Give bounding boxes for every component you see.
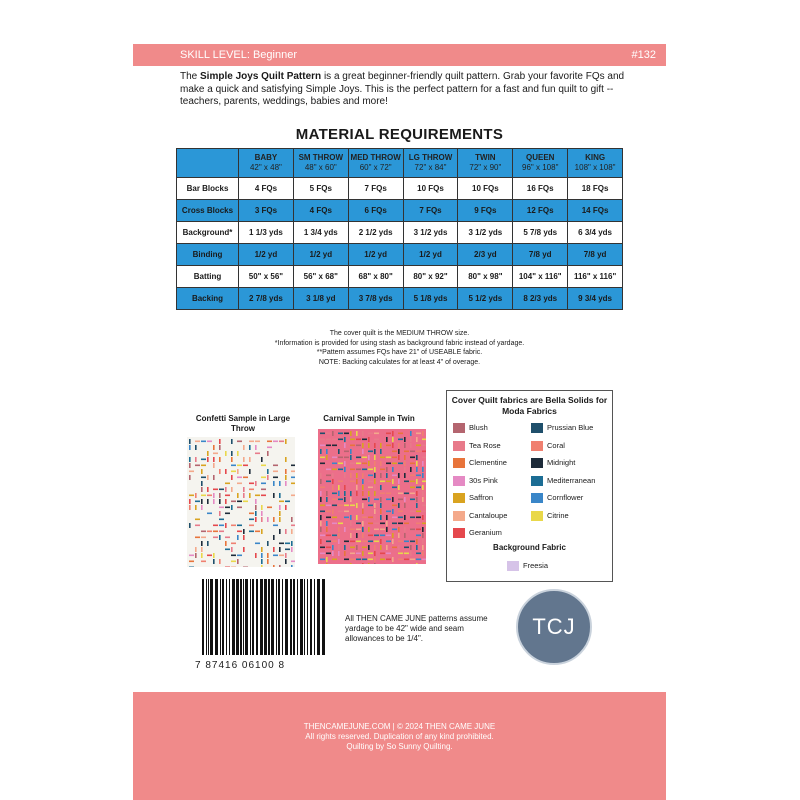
intro-pattern-name: Simple Joys Quilt Pattern	[200, 71, 322, 82]
materials-title: MATERIAL REQUIREMENTS	[295, 126, 504, 143]
table-cell: 3 1/8 yd	[293, 288, 348, 310]
swatch-color	[453, 458, 465, 468]
background-fabric-title: Background Fabric	[493, 543, 566, 552]
legend-title: Cover Quilt fabrics are Bella Solids for Moda Fabrics	[451, 395, 608, 416]
column-size: 42" x 48"	[249, 163, 282, 172]
swatch-blush	[453, 423, 488, 433]
table-corner	[177, 149, 239, 178]
swatch-freesia	[507, 561, 548, 571]
column-size: 72" x 84"	[414, 163, 447, 172]
table-cell: 50" x 56"	[239, 266, 294, 288]
swatch-label: Saffron	[469, 493, 494, 502]
carnival-quilt-image	[318, 429, 426, 564]
column-size: 96" x 108"	[522, 163, 559, 172]
swatch-tea-rose	[453, 441, 501, 451]
table-cell: 5 FQs	[293, 178, 348, 200]
table-cell: 2/3 yd	[458, 244, 513, 266]
swatch-label: Citrine	[547, 510, 569, 520]
column-name: LG THROW	[408, 153, 453, 162]
swatch-color	[453, 493, 465, 503]
table-cell: 1/2 yd	[403, 244, 458, 266]
fabric-legend	[446, 390, 613, 582]
column-size: 60" x 72"	[359, 163, 392, 172]
swatch-cornflower	[531, 493, 583, 503]
table-cell: 1 3/4 yds	[293, 222, 348, 244]
footer-rights: All rights reserved. Duplication of any kind prohibited.	[305, 732, 494, 741]
swatch-label: Cornflower	[547, 493, 584, 502]
footer-copyright: THENCAMEJUNE.COM | © 2024 THEN CAME JUNE	[303, 722, 496, 731]
column-size: 108" x 108"	[574, 163, 616, 172]
barcode-image	[200, 579, 328, 655]
table-cell: 1/2 yd	[239, 244, 294, 266]
table-cell: 6 FQs	[348, 200, 403, 222]
swatch-color	[453, 476, 465, 486]
column-size: 48" x 60"	[304, 163, 337, 172]
table-cell: 4 FQs	[239, 178, 294, 200]
swatch-color	[531, 458, 543, 468]
swatch-color	[453, 441, 465, 451]
column-header	[513, 149, 568, 178]
column-header	[403, 149, 458, 178]
swatch-color	[531, 511, 543, 521]
note-line: *Information is provided for using stash as background fabric instead of yardage.	[274, 339, 525, 347]
swatch-color	[531, 423, 543, 433]
table-cell: 7/8 yd	[568, 244, 623, 266]
swatch-geranium	[453, 528, 502, 538]
swatch-mediterranean	[531, 476, 595, 486]
swatch-color	[453, 528, 465, 538]
note-line: The cover quilt is the MEDIUM THROW size.	[329, 330, 470, 337]
materials-table	[176, 148, 623, 310]
swatch-label: Freesia	[523, 561, 549, 570]
carnival-sample-label: Carnival Sample in Twin	[323, 414, 415, 423]
column-name: KING	[585, 153, 606, 162]
top-banner	[133, 44, 666, 66]
column-name: QUEEN	[526, 153, 555, 162]
column-size: 72" x 90"	[469, 163, 502, 172]
swatch-saffron	[453, 493, 493, 503]
table-cell: 3 1/2 yds	[403, 222, 458, 244]
column-header	[568, 149, 623, 178]
table-cell: 5 1/2 yds	[458, 288, 513, 310]
column-header	[348, 149, 403, 178]
table-cell: 9 3/4 yds	[568, 288, 623, 310]
table-cell: 18 FQs	[568, 178, 623, 200]
intro-paragraph	[180, 71, 630, 109]
column-name: TWIN	[475, 153, 496, 162]
table-row	[177, 266, 623, 288]
swatch-30s-pink	[453, 476, 498, 486]
table-cell: 10 FQs	[458, 178, 513, 200]
table-cell: 80" x 92"	[403, 266, 458, 288]
row-label: Batting	[177, 266, 239, 288]
table-cell: 16 FQs	[513, 178, 568, 200]
table-cell: 2 1/2 yds	[348, 222, 403, 244]
table-cell: 8 2/3 yds	[513, 288, 568, 310]
intro-pre: The	[180, 71, 201, 82]
confetti-sample-label: Confetti Sample in Large Throw	[195, 414, 291, 433]
swatch-color	[531, 476, 543, 486]
table-row	[177, 288, 623, 310]
swatch-color	[453, 511, 465, 521]
pattern-number: #132	[631, 49, 656, 61]
swatch-label: Coral	[547, 440, 565, 450]
table-row	[177, 222, 623, 244]
intro-text: is a great beginner-friendly quilt pattern. Grab your favorite FQs and make a quick and satisfying Simple Joys. This is the perfect pattern for a fast and fun quilt to gift -- teachers, parents, weddings, babies and more!	[180, 71, 625, 107]
table-cell: 7 FQs	[348, 178, 403, 200]
tcj-logo: TCJ	[516, 589, 592, 665]
row-label: Cross Blocks	[177, 200, 239, 222]
table-cell: 7 FQs	[403, 200, 458, 222]
table-cell: 3 FQs	[239, 200, 294, 222]
row-label: Backing	[177, 288, 239, 310]
column-name: MED THROW	[350, 153, 401, 162]
table-cell: 4 FQs	[293, 200, 348, 222]
table-cell: 14 FQs	[568, 200, 623, 222]
column-header	[293, 149, 348, 178]
table-cell: 56" x 68"	[293, 266, 348, 288]
table-row	[177, 178, 623, 200]
swatch-color	[453, 423, 465, 433]
table-cell: 80" x 98"	[458, 266, 513, 288]
note-line: **Pattern assumes FQs have 21" of USEABLE fabric.	[316, 349, 483, 356]
column-name: SM THROW	[298, 153, 343, 162]
swatch-label: Blush	[469, 423, 488, 432]
table-cell: 68" x 80"	[348, 266, 403, 288]
table-cell: 9 FQs	[458, 200, 513, 222]
barcode-number: 7 87416 06100 8	[195, 660, 286, 671]
swatch-color	[531, 493, 543, 503]
table-cell: 7/8 yd	[513, 244, 568, 266]
materials-notes	[133, 329, 666, 367]
row-label: Binding	[177, 244, 239, 266]
table-cell: 1/2 yd	[348, 244, 403, 266]
skill-level: SKILL LEVEL: Beginner	[180, 49, 298, 61]
swatch-label: Mediterranean	[547, 475, 596, 485]
row-label: Bar Blocks	[177, 178, 239, 200]
footer-quilting: Quilting by So Sunny Quilting.	[346, 742, 453, 751]
confetti-quilt-image	[187, 437, 295, 567]
column-header	[458, 149, 513, 178]
footer-banner	[133, 692, 666, 800]
table-row	[177, 244, 623, 266]
swatch-midnight	[531, 458, 575, 468]
table-cell: 6 3/4 yds	[568, 222, 623, 244]
table-row	[177, 200, 623, 222]
swatch-label: Geranium	[469, 528, 502, 537]
swatch-coral	[531, 441, 565, 451]
swatch-cantaloupe	[453, 511, 507, 521]
swatch-clementine	[453, 458, 507, 468]
column-name: BABY	[254, 153, 278, 162]
table-cell: 2 7/8 yds	[239, 288, 294, 310]
table-cell: 104" x 116"	[513, 266, 568, 288]
table-cell: 116" x 116"	[568, 266, 623, 288]
swatch-citrine	[531, 511, 569, 521]
swatch-label: Prussian Blue	[547, 423, 594, 432]
table-cell: 5 1/8 yds	[403, 288, 458, 310]
table-cell: 3 7/8 yds	[348, 288, 403, 310]
table-cell: 1 1/3 yds	[239, 222, 294, 244]
table-cell: 1/2 yd	[293, 244, 348, 266]
column-header	[239, 149, 294, 178]
table-cell: 10 FQs	[403, 178, 458, 200]
swatch-prussian-blue	[531, 423, 593, 433]
table-cell: 3 1/2 yds	[458, 222, 513, 244]
pattern-back-cover	[133, 44, 666, 800]
table-cell: 5 7/8 yds	[513, 222, 568, 244]
note-line: NOTE: Backing calculates for at least 4" of overage.	[318, 358, 481, 366]
swatch-label: Tea Rose	[469, 440, 501, 450]
table-cell: 12 FQs	[513, 200, 568, 222]
swatch-color	[531, 441, 543, 451]
swatch-label: Clementine	[469, 458, 507, 467]
yardage-note: All THEN CAME JUNE patterns assume yardage to be 42" wide and seam allowances to be 1/4".	[345, 614, 488, 643]
row-label: Background*	[177, 222, 239, 244]
swatch-label: Cantaloupe	[469, 510, 508, 520]
swatch-color	[507, 561, 519, 571]
swatch-label: Midnight	[547, 458, 576, 467]
swatch-label: 30s Pink	[469, 475, 498, 485]
